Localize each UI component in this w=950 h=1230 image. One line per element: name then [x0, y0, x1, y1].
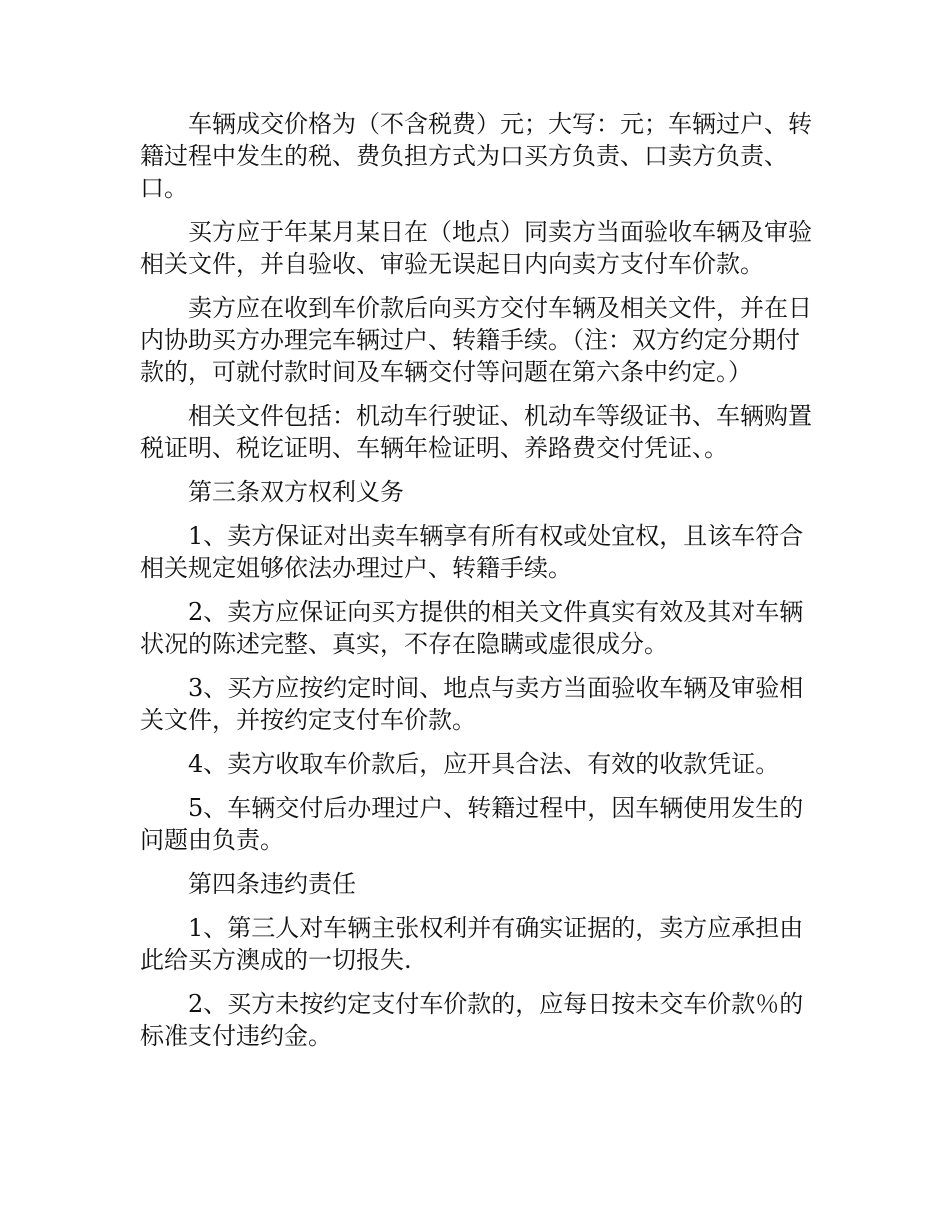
clause-seller-documents-truthful: 2、卖方应保证向买方提供的相关文件真实有效及其对车辆状况的陈述完整、真实，不存在隐瞒或虚很成分。: [140, 598, 804, 658]
clause-buyer-inspection: 3、买方应按约定时间、地点与卖方当面验收车辆及审验相关文件，并按约定支付车价款。: [140, 674, 804, 734]
clause-seller-receipt: 4、卖方收取车价款后，应开具合法、有效的收款凭证。: [188, 750, 780, 778]
clause-seller-ownership: 1、卖方保证对出卖车辆享有所有权或处宜权，且该车符合相关规定姐够依法办理过户、转籍手续。: [140, 522, 804, 582]
section-heading-liability: 第四条违约责任: [188, 870, 356, 898]
paragraph-related-documents: 相关文件包括：机动车行驶证、机动车等级证书、车辆购置税证明、税讫证明、车辆年检证明、养路费交付凭证、。: [140, 402, 812, 462]
clause-late-payment-penalty: 2、买方未按约定支付车价款的，应每日按未交车价款％的标准支付违约金。: [140, 990, 804, 1050]
paragraph-delivery-and-transfer: 卖方应在收到车价款后向买方交付车辆及相关文件，并在日内协助买方办理完车辆过户、转籍手续。（注：双方约定分期付款的，可就付款时间及车辆交付等问题在第六条中约定。）: [140, 294, 812, 386]
paragraph-inspection-and-payment: 买方应于年某月某日在（地点）同卖方当面验收车辆及审验相关文件，并自验收、审验无误起日内向卖方支付车价款。: [140, 218, 812, 278]
document-body: [140, 108, 820, 1064]
clause-third-party-claims: 1、第三人对车辆主张权利并有确实证据的，卖方应承担由此给买方澳成的一切报失.: [140, 914, 804, 974]
clause-post-delivery-issues: 5、车辆交付后办理过户、转籍过程中，因车辆使用发生的问题由负责。: [140, 794, 804, 854]
paragraph-price-and-taxes: 车辆成交价格为（不含税费）元；大写：元；车辆过户、转籍过程中发生的税、费负担方式为口买方负责、口卖方负责、口。: [140, 110, 812, 202]
section-heading-rights-obligations: 第三条双方权利义务: [188, 478, 404, 506]
